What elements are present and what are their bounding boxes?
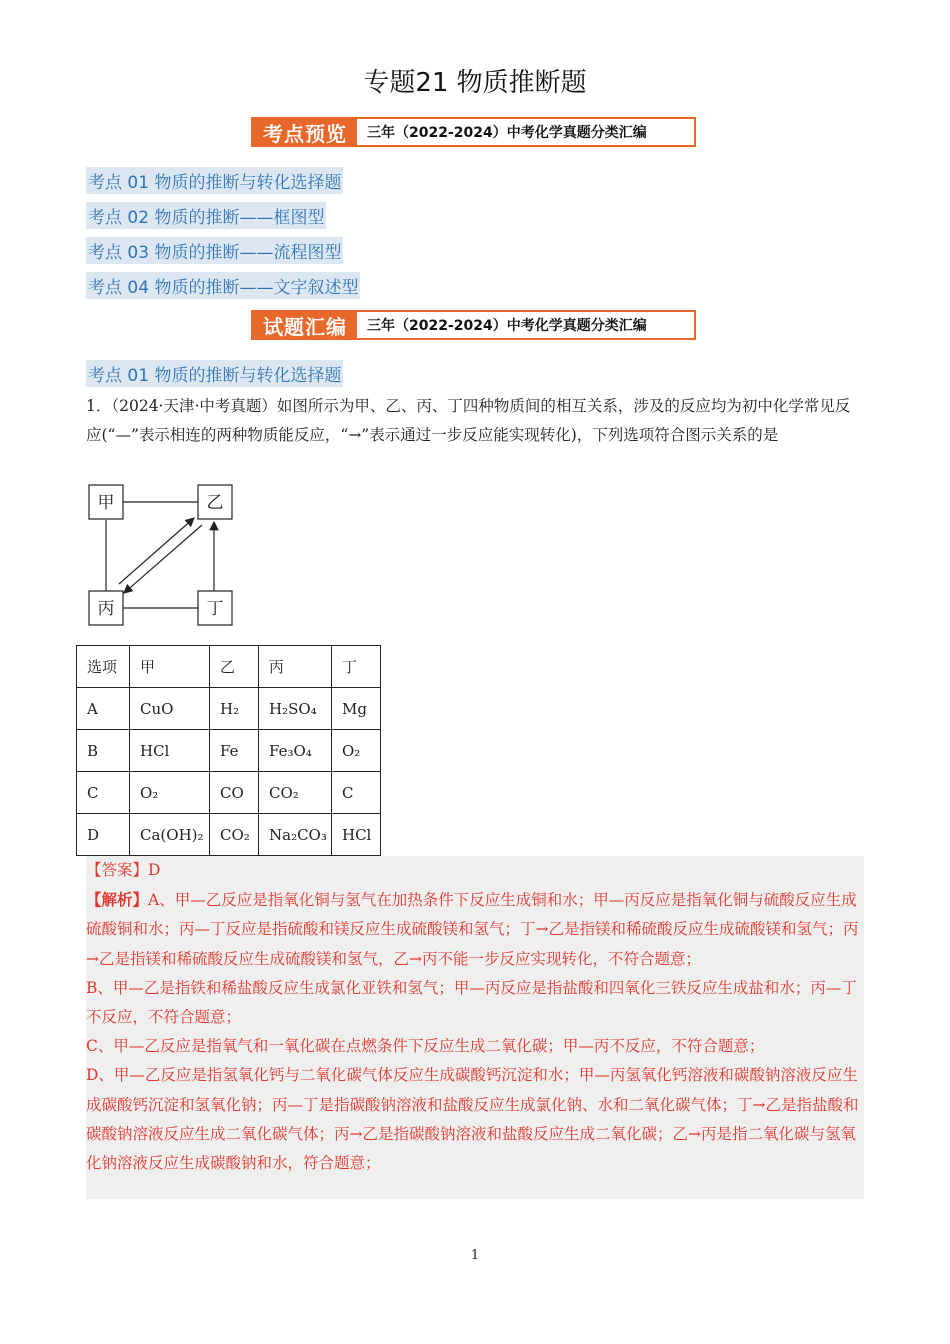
page-title: 专题21 物质推断题 [363,68,587,98]
table-header-row [77,646,381,688]
table-cell: CO [210,772,259,814]
table-header-cell: 甲 [130,646,210,688]
analysis-paragraph-b: B、甲—乙是指铁和稀盐酸反应生成氯化亚铁和氢气；甲—丙反应是指盐酸和四氧化三铁反应生成盐和水；丙—丁不反应，不符合题意； [86,978,857,1027]
table-header-cell: 丙 [259,646,332,688]
question-text: 1．（2024·天津·中考真题）如图所示为甲、乙、丙、丁四种物质间的相互关系，涉及的反应均为初中化学常见反应(“—”表示相连的两种物质能反应，“→”表示通过一步反应能实现转化)，下列选项符合图示关系的是 [86,397,851,444]
table-row [77,772,381,814]
table-cell: CO₂ [259,772,332,814]
table-row [77,688,381,730]
table-cell: B [77,730,130,772]
table-cell: Na₂CO₃ [259,814,332,856]
table-header-cell: 丁 [332,646,381,688]
table-header-cell: 乙 [210,646,259,688]
label-ding: 丁 [206,599,224,619]
label-jia: 甲 [97,493,115,513]
table-cell: H₂ [210,688,259,730]
table-cell: C [77,772,130,814]
section-heading: 考点 01 物质的推断与转化选择题 [86,360,343,387]
arrow-bing-yi [119,518,194,584]
table-cell: HCl [332,814,381,856]
banner-preview [251,117,696,147]
table-cell: HCl [130,730,210,772]
table-cell: CO₂ [210,814,259,856]
table-cell: D [77,814,130,856]
analysis-text-a: A、甲—乙反应是指氧化铜与氢气在加热条件下反应生成铜和水；甲—丙反应是指氧化铜与硫酸反应生成硫酸铜和水；丙—丁反应是指硫酸和镁反应生成硫酸镁和氢气；丁→乙是指镁和稀硫酸反应生成硫酸镁和氢气；丙→乙是指镁和稀硫酸反应生成硫酸镁和氢气，乙→丙不能一步反应实现转化，不符合题意； [86,891,859,968]
answer-block [86,856,864,1199]
table-cell: Mg [332,688,381,730]
table-header-cell: 选项 [77,646,130,688]
label-yi: 乙 [206,493,224,513]
table-row [77,730,381,772]
banner-tag: 试题汇编 [253,312,357,338]
table-cell: H₂SO₄ [259,688,332,730]
analysis-paragraph-d: D、甲—乙反应是指氢氧化钙与二氧化碳气体反应生成碳酸钙沉淀和水；甲—丙氢氧化钙溶液和碳酸钠溶液反应生成碳酸钙沉淀和氢氧化钠；丙—丁是指碳酸钠溶液和盐酸反应生成氯化钠、水和二氧化碳气体；丁→乙是指盐酸和碳酸钠溶液反应生成二氧化碳气体；丙→乙是指碳酸钠溶液和盐酸反应生成二氧化碳；乙→丙是指二氧化碳与氢氧化钠溶液反应生成碳酸钠和水，符合题意； [86,1066,859,1173]
label-bing: 丙 [97,599,115,619]
table-cell: Fe [210,730,259,772]
answer-value: D [148,861,161,879]
toc-item-4[interactable]: 考点 04 物质的推断——文字叙述型 [86,272,360,299]
analysis-paragraph-c: C、甲—乙反应是指氧气和一氧化碳在点燃条件下反应生成二氧化碳；甲—丙不反应，不符合题意； [86,1037,765,1056]
analysis-paragraph-a [86,885,864,974]
banner-subtitle: 三年（2022-2024）中考化学真题分类汇编 [367,125,647,141]
analysis-label: 【解析】 [86,890,149,910]
answer-label: 【答案】 [86,861,149,879]
arrow-yi-bing [124,525,202,593]
options-table [76,645,381,856]
table-cell: Fe₃O₄ [259,730,332,772]
banner-tag: 考点预览 [253,119,357,145]
page-number: 1 [470,1248,480,1263]
table-cell: O₂ [332,730,381,772]
banner-subtitle: 三年（2022-2024）中考化学真题分类汇编 [367,318,647,334]
toc-item-3[interactable]: 考点 03 物质的推断——流程图型 [86,237,343,264]
table-cell: Ca(OH)₂ [130,814,210,856]
table-cell: CuO [130,688,210,730]
table-cell: O₂ [130,772,210,814]
toc-item-1[interactable]: 考点 01 物质的推断与转化选择题 [86,167,343,194]
table-cell: C [332,772,381,814]
relation-diagram [86,480,246,635]
banner-collection [251,310,696,340]
toc-item-2[interactable]: 考点 02 物质的推断——框图型 [86,202,326,229]
table-cell: A [77,688,130,730]
answer-line [86,856,864,885]
table-row [77,814,381,856]
